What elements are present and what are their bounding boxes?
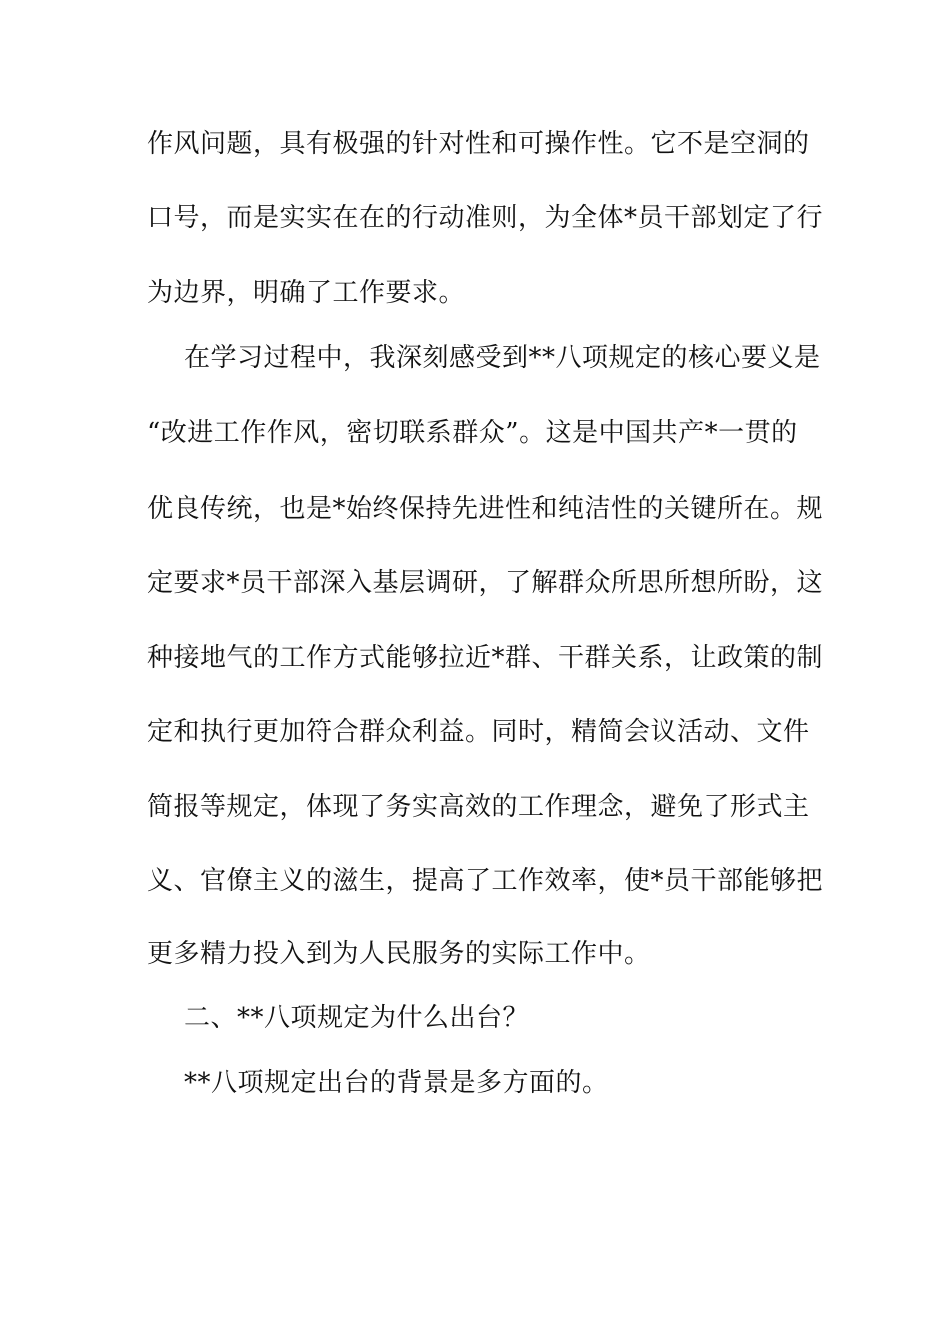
paragraph-text: **八项规定出台的背景是多方面的。 — [184, 1068, 609, 1098]
text-line: 种接地气的工作方式能够拉近*群、干群关系，让政策的制 — [147, 643, 824, 673]
text-line: 口号，而是实实在在的行动准则，为全体*员干部划定了行 — [147, 203, 824, 233]
text-line: 作风问题，具有极强的针对性和可操作性。它不是空洞的 — [147, 129, 810, 159]
text-line: 简报等规定，体现了务实高效的工作理念，避免了形式主 — [147, 792, 810, 822]
section-heading: 二、**八项规定为什么出台？ — [184, 1003, 530, 1033]
text-line: 为边界，明确了工作要求。 — [147, 278, 466, 308]
text-line: 在学习过程中，我深刻感受到**八项规定的核心要义是 — [184, 343, 821, 373]
text-line: 优良传统，也是*始终保持先进性和纯洁性的关键所在。规 — [147, 494, 824, 524]
text-line: 定要求*员干部深入基层调研，了解群众所思所想所盼，这 — [147, 568, 824, 598]
text-line: 定和执行更加符合群众利益。同时，精简会议活动、文件 — [147, 717, 810, 747]
text-line: 更多精力投入到为人民服务的实际工作中。 — [147, 939, 651, 969]
text-line: “改进工作作风，密切联系群众”。这是中国共产*一贯的 — [147, 418, 798, 448]
text-line: 义、官僚主义的滋生，提高了工作效率，使*员干部能够把 — [147, 866, 824, 896]
